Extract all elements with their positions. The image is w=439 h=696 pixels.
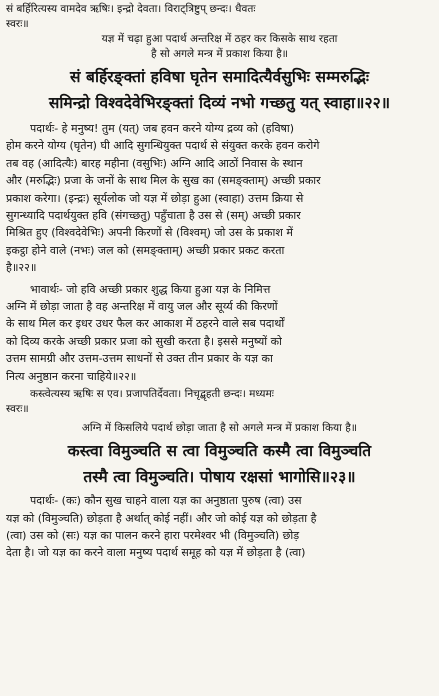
bhavartha-22-line: नित्य अनुष्ठान करना चाहिये॥२२॥ <box>6 369 137 383</box>
rishi-devata-line-23: कस्त्वेत्यस्य ऋषिः स एव। प्रजापतिर्देवता। निचृद्बृहती छन्दः। मध्यमः <box>30 388 274 401</box>
swara-line-23: स्वरः॥ <box>6 403 29 416</box>
rishi-devata-line-22: सं बर्हिरित्यस्य वामदेव ऋषिः। इन्द्रो देवता। विराट्त्रिष्टुप् छन्दः। धैवतः <box>6 3 256 15</box>
mantra-intro-22-line2: है सो अगले मन्त्र में प्रकाश किया है॥ <box>151 48 288 60</box>
padartha-22-line: है॥२२॥ <box>6 261 37 275</box>
padartha-22-line: तब वह (आदित्यैः) बारह महीना (वसुभिः) अग्नि आदि आठों निवास के स्थान <box>6 156 303 170</box>
bhavartha-22 <box>6 281 433 385</box>
padartha-23-line: देता है। जो यज्ञ का करने वाला मनुष्य पदार्थ समूह को यज्ञ में छोड़ता है (त्वा) <box>6 546 306 560</box>
padartha-22-line: इकट्ठा होने वाले (नभः) जल को (समङ्क्ताम्) अच्छी प्रकार प्रकट करता <box>6 243 285 257</box>
mantra-22-line1: सं बर्हिरङ्क्तां हविषा घृतेन समादित्यैर्वसुभिः सम्मरुद्भिः <box>69 68 370 86</box>
padartha-22 <box>6 120 433 277</box>
bhavartha-22-line: उत्तम सामग्री और उत्तम-उत्तम साधनों से उक्त तीन प्रकार के यज्ञ का <box>6 352 273 366</box>
bhavartha-22-line: को दिव्य करके अच्छी प्रकार प्रजा को सुखी करता है। इससे मनुष्यों को <box>6 334 282 348</box>
mantra-intro-23: अग्नि में किसलिये पदार्थ छोड़ा जाता है सो अगले मन्त्र में प्रकाश किया है॥ <box>81 422 358 435</box>
padartha-22-line: होम करने योग्य (घृतेन) घी आदि सुगन्धियुक्त पदार्थ से संयुक्त करके हवन करोगे <box>6 139 320 153</box>
bhavartha-22-line: के साथ मिल कर इधर उधर फैल कर आकाश में ठहरने वाले सब पदार्थों <box>6 317 285 331</box>
padartha-22-line: प्रकाश करेगा। (इन्द्रः) सूर्यलोक जो यज्ञ में छोड़ा हुआ (स्वाहा) उत्तम क्रिया से <box>6 191 304 205</box>
swara-line-22: स्वरः॥ <box>6 18 29 30</box>
padartha-22-line: मिश्रित हुए (विश्वदेवेभिः) अपनी किरणों से (विश्वम्) जो उस के प्रकाश में <box>6 226 293 240</box>
bhavartha-22-line: अग्नि में छोड़ा जाता है वह अन्तरिक्ष में वायु जल और सूर्य्य की किरणों <box>6 300 278 314</box>
mantra-intro-22-line1: यज्ञ में चढ़ा हुआ पदार्थ अन्तरिक्ष में ठहर कर किसके साथ रहता <box>101 33 338 45</box>
mantra-23-line2: तस्मै त्वा विमुञ्चति। पोषाय रक्षसां भागोसि॥२३॥ <box>83 468 356 487</box>
mantra-23-line1: कस्त्वा विमुञ्चति स त्वा विमुञ्चति कस्मै त्वा विमुञ्चति <box>67 442 372 461</box>
padartha-23-line: (त्वा) उस को (सः) यज्ञ का पालन करने हारा परमेश्वर भी (विमुञ्चति) छोड़ <box>6 528 300 542</box>
bhavartha-22-line: भावार्थः- जो हवि अच्छी प्रकार शुद्ध किया हुआ यज्ञ के निमित्त <box>30 282 271 296</box>
padartha-23-line: यज्ञ को (विमुञ्चति) छोड़ता है अर्थात् कोई नहीं। और जो कोई यज्ञ को छोड़ता है <box>6 511 317 525</box>
padartha-22-line: सुगन्ध्यादि पदार्थयुक्त हवि (संगच्छतु) पहुँचाता है उस से (सम्) अच्छी प्रकार <box>6 209 301 223</box>
padartha-22-line: पदार्थः- हे मनुष्य! तुम (यत्) जब हवन करने योग्य द्रव्य को (हविषा) <box>30 122 295 135</box>
padartha-23 <box>6 492 433 562</box>
padartha-22-line: और (मरुद्भिः) प्रजा के जनों के साथ मिल के सुख का (समङ्क्ताम्) अच्छी प्रकार <box>6 174 321 188</box>
mantra-22-line2: समिन्द्रो विश्वदेवेभिरङ्क्तां दिव्यं नभो गच्छतु यत् स्वाहा॥२२॥ <box>48 94 391 112</box>
padartha-23-line: पदार्थः- (कः) कौन सुख चाहने वाला यज्ञ का अनुष्ठाता पुरुष (त्वा) उस <box>30 494 302 508</box>
